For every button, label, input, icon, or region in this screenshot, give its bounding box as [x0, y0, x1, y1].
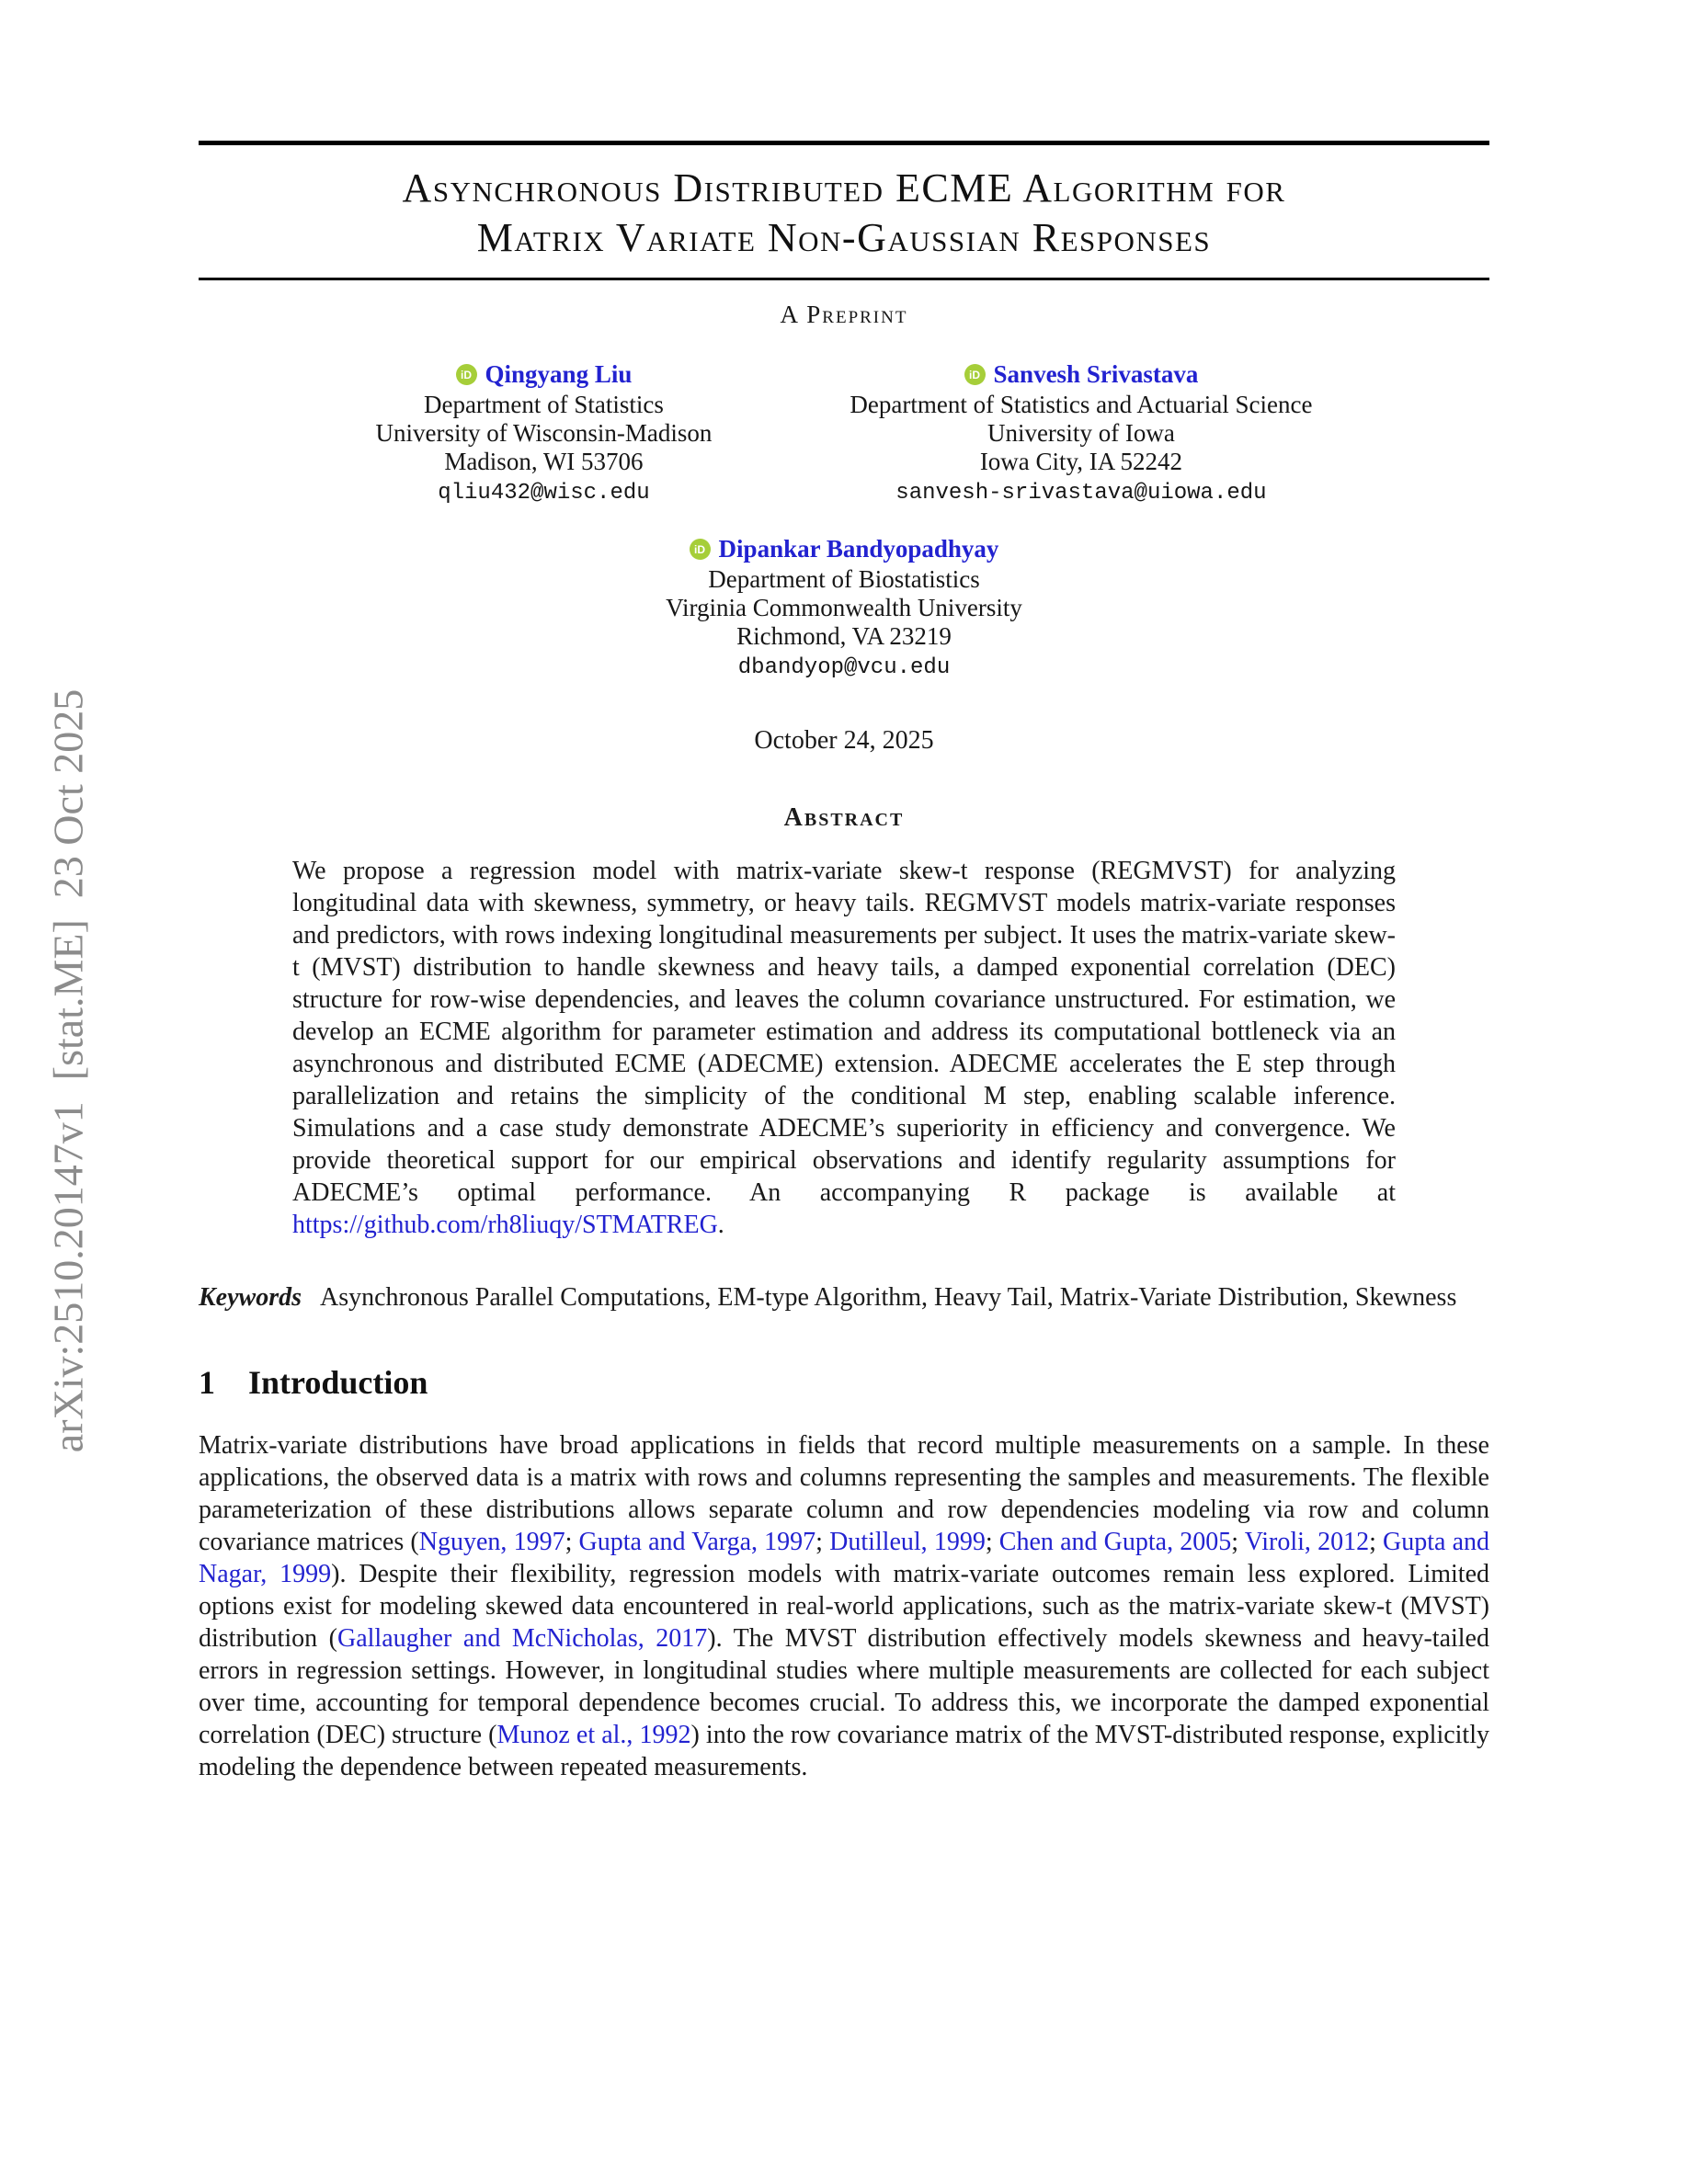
keywords-line — [199, 1281, 1489, 1314]
text-segment: We propose a regression model with matrix-variate skew-t response (REGMVST) for analyzing longitudinal data with skewness, symmetry, or heavy tails. REGMVST models matrix-variate responses and predictors, with rows indexing longitudinal measurements per subject. It uses the matrix-variate skew-t (MVST) distribution to handle skewness and heavy tails, a damped exponential correlation (DEC) structure for row-wise dependencies, and leaves the column covariance unstructured. For estimation, we develop an ECME algorithm for parameter estimation and address its computational bottleneck via an asynchronous and distributed ECME (ADECME) extension. ADECME accelerates the E step through parallelization and retains the simplicity of the conditional M step, enabling scalable inference. Simulations and a case study demonstrate ADECME’s superiority in efficiency and convergence. We provide theoretical support for our empirical observations and identify regularity assumptions for ADECME’s optimal performance. An accompanying R package is available at — [292, 857, 1396, 1207]
abstract-heading: Abstract — [783, 803, 905, 832]
author-1 — [376, 360, 713, 507]
author-3-department: Department of Biostatistics — [708, 565, 980, 593]
text-segment: ) into the row covariance matrix of the MVST-distributed response, explicitly modeling the dependence between repeated measurements. — [199, 1721, 1489, 1781]
orcid-id-glyph: iD — [694, 542, 706, 556]
title-rule-bottom — [199, 278, 1489, 280]
keywords-label: Keywords — [199, 1283, 302, 1312]
authors-row — [376, 360, 1313, 507]
author-3 — [666, 535, 1022, 682]
author-1-name[interactable]: Qingyang Liu — [485, 360, 633, 388]
orcid-id-glyph: iD — [969, 368, 981, 381]
orcid-icon[interactable] — [690, 539, 711, 560]
citation-link[interactable]: Nguyen, 1997 — [418, 1528, 565, 1556]
text-segment: Matrix-variate distributions have broad applications in fields that record multiple measurements on a sample. In these applications, the observed data is a matrix with rows and columns representing the samples and measurements. The flexible parameterization of these distributions allows separate column and row dependencies modeling via row and column covariance matrices ( — [199, 1431, 1489, 1556]
citation-link[interactable]: https://github.com/rh8liuqy/STMATREG — [292, 1211, 718, 1239]
author-2-name-line — [850, 360, 1312, 389]
author-2-university: University of Iowa — [987, 419, 1175, 447]
text-segment: ). The MVST distribution effectively models skewness and heavy-tailed errors in regression settings. However, in longitudinal studies where multiple measurements are collected for each subject over time, accounting for temporal dependence becomes crucial. To address this, we incorporate the damped exponential correlation (DEC) structure ( — [199, 1624, 1489, 1749]
text-segment: ; — [1369, 1528, 1384, 1556]
text-segment: ; — [985, 1528, 999, 1556]
author-2-email: sanvesh-srivastava@uiowa.edu — [895, 481, 1267, 506]
author-3-address: Richmond, VA 23219 — [736, 622, 952, 650]
author-2-name[interactable]: Sanvesh Srivastava — [993, 360, 1199, 388]
author-1-department: Department of Statistics — [423, 391, 664, 418]
author-1-name-line — [376, 360, 713, 389]
section-1-title: Introduction — [248, 1364, 428, 1401]
author-2-address: Iowa City, IA 52242 — [979, 448, 1183, 475]
author-3-university: Virginia Commonwealth University — [666, 594, 1022, 621]
citation-link[interactable]: Viroli, 2012 — [1244, 1528, 1370, 1556]
citation-link[interactable]: Dutilleul, 1999 — [829, 1528, 986, 1556]
author-1-university: University of Wisconsin-Madison — [375, 419, 713, 447]
citation-link[interactable]: Gupta and Varga, 1997 — [578, 1528, 816, 1556]
paper-date: October 24, 2025 — [754, 726, 934, 755]
author-2-department: Department of Statistics and Actuarial Science — [850, 391, 1313, 418]
author-block — [199, 360, 1489, 682]
text-segment: ). Despite their flexibility, regression models with matrix-variate outcomes remain less explored. Limited options exist for modeling skewed data encountered in real-world applications, such as the matrix-variate skew-t (MVST) distribution ( — [199, 1560, 1489, 1653]
arxiv-watermark: arXiv:2510.20147v1 [stat.ME] 23 Oct 2025 — [44, 688, 92, 1453]
author-1-email: qliu432@wisc.edu — [438, 481, 650, 506]
title-line-2: Matrix Variate Non-Gaussian Responses — [476, 215, 1212, 260]
author-2 — [850, 360, 1312, 507]
text-segment: . — [717, 1211, 724, 1239]
section-1-heading — [199, 1363, 1489, 1402]
citation-link[interactable]: Chen and Gupta, 2005 — [998, 1528, 1232, 1556]
abstract-text — [292, 855, 1396, 1241]
orcid-id-glyph: iD — [461, 368, 473, 381]
section-1-number: 1 — [199, 1364, 215, 1401]
orcid-icon[interactable] — [456, 364, 477, 385]
citation-link[interactable]: Munoz et al., 1992 — [496, 1721, 691, 1749]
orcid-icon[interactable] — [964, 364, 986, 385]
citation-link[interactable]: Gupta and Nagar, 1999 — [199, 1528, 1490, 1588]
author-3-name[interactable]: Dipankar Bandyopadhyay — [718, 535, 999, 563]
author-3-name-line — [666, 535, 1022, 563]
text-segment: ; — [815, 1528, 830, 1556]
title-rule-top — [199, 141, 1489, 145]
author-1-address: Madison, WI 53706 — [444, 448, 644, 475]
text-segment: ; — [1231, 1528, 1245, 1556]
preprint-label: A Preprint — [780, 301, 908, 328]
paper-title — [199, 164, 1489, 263]
author-3-email: dbandyop@vcu.edu — [737, 655, 951, 680]
citation-link[interactable]: Gallaugher and McNicholas, 2017 — [336, 1624, 708, 1653]
intro-paragraph — [199, 1429, 1489, 1783]
keywords-text: Asynchronous Parallel Computations, EM-type Algorithm, Heavy Tail, Matrix-Variate Distribution, Skewness — [320, 1283, 1457, 1312]
title-line-1: Asynchronous Distributed ECME Algorithm for — [402, 165, 1286, 210]
text-segment: ; — [565, 1528, 579, 1556]
